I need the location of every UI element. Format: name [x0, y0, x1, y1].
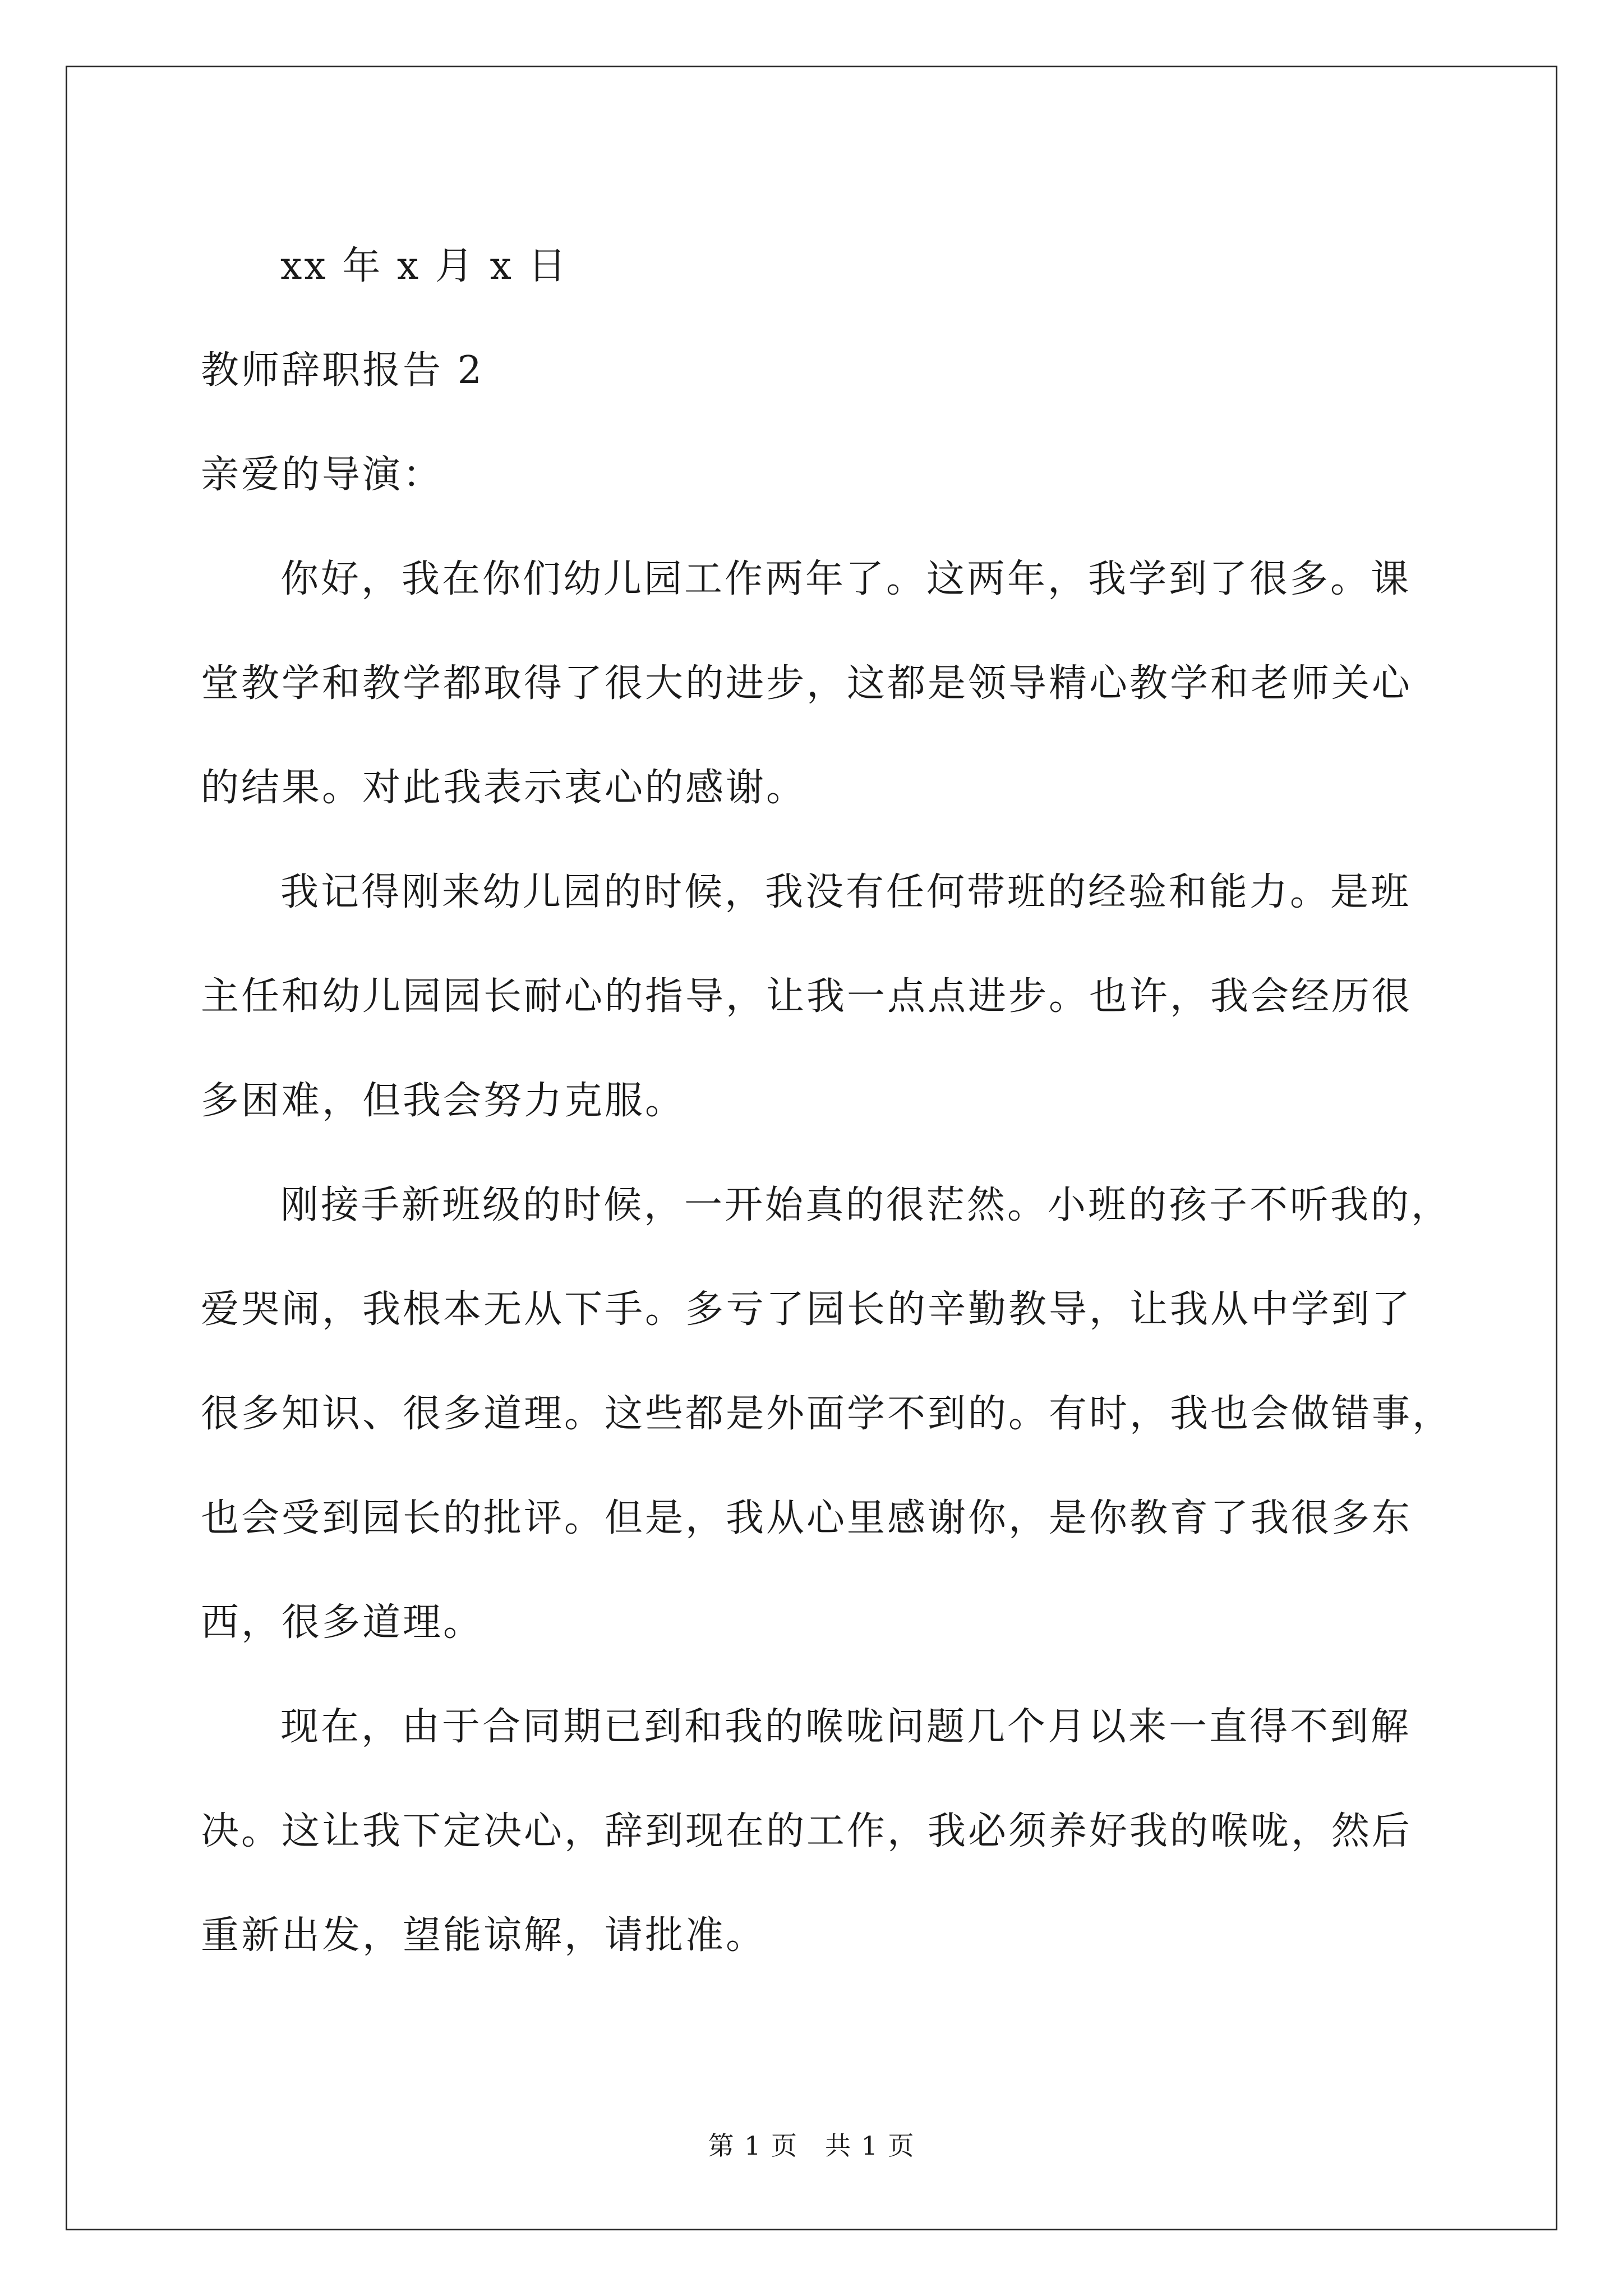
page-number-footer: 第 1 页 共 1 页	[708, 2131, 915, 2161]
paragraph-1-line-2: 堂教学和教学都取得了很大的进步，这都是领导精心教学和老师关心	[201, 661, 1413, 706]
paragraph-2-line-2: 主任和幼儿园园长耐心的指导，让我一点点进步。也许，我会经历很	[201, 974, 1413, 1019]
document-body	[201, 214, 1453, 1988]
paragraph-4-line-3: 重新出发，望能谅解，请批准。	[201, 1913, 767, 1958]
document-title: 教师辞职报告 2	[201, 348, 484, 393]
paragraph-3-line-4: 也会受到园长的批评。但是，我从心里感谢你，是你教育了我很多东	[201, 1496, 1413, 1540]
salutation: 亲爱的导演：	[201, 453, 444, 497]
paragraph-2-line-1: 我记得刚来幼儿园的时候，我没有任何带班的经验和能力。是班	[280, 870, 1412, 914]
paragraph-4-line-1: 现在，由于合同期已到和我的喉咙问题几个月以来一直得不到解	[280, 1705, 1412, 1749]
paragraph-1-line-3: 的结果。对此我表示衷心的感谢。	[201, 766, 807, 810]
date-line: xx 年 x 月 x 日	[280, 244, 569, 288]
paragraph-3-line-3: 很多知识、很多道理。这些都是外面学不到的。有时，我也会做错事，	[201, 1392, 1453, 1436]
paragraph-3-line-2: 爱哭闹，我根本无从下手。多亏了园长的辛勤教导，让我从中学到了	[201, 1287, 1413, 1332]
paragraph-3-line-5: 西，很多道理。	[201, 1600, 484, 1645]
paragraph-2-line-3: 多困难，但我会努力克服。	[201, 1079, 686, 1123]
paragraph-1-line-1: 你好，我在你们幼儿园工作两年了。这两年，我学到了很多。课	[280, 557, 1412, 601]
paragraph-4-line-2: 决。这让我下定决心，辞到现在的工作，我必须养好我的喉咙，然后	[201, 1809, 1413, 1853]
paragraph-3-line-1: 刚接手新班级的时候，一开始真的很茫然。小班的孩子不听我的，	[280, 1183, 1452, 1227]
